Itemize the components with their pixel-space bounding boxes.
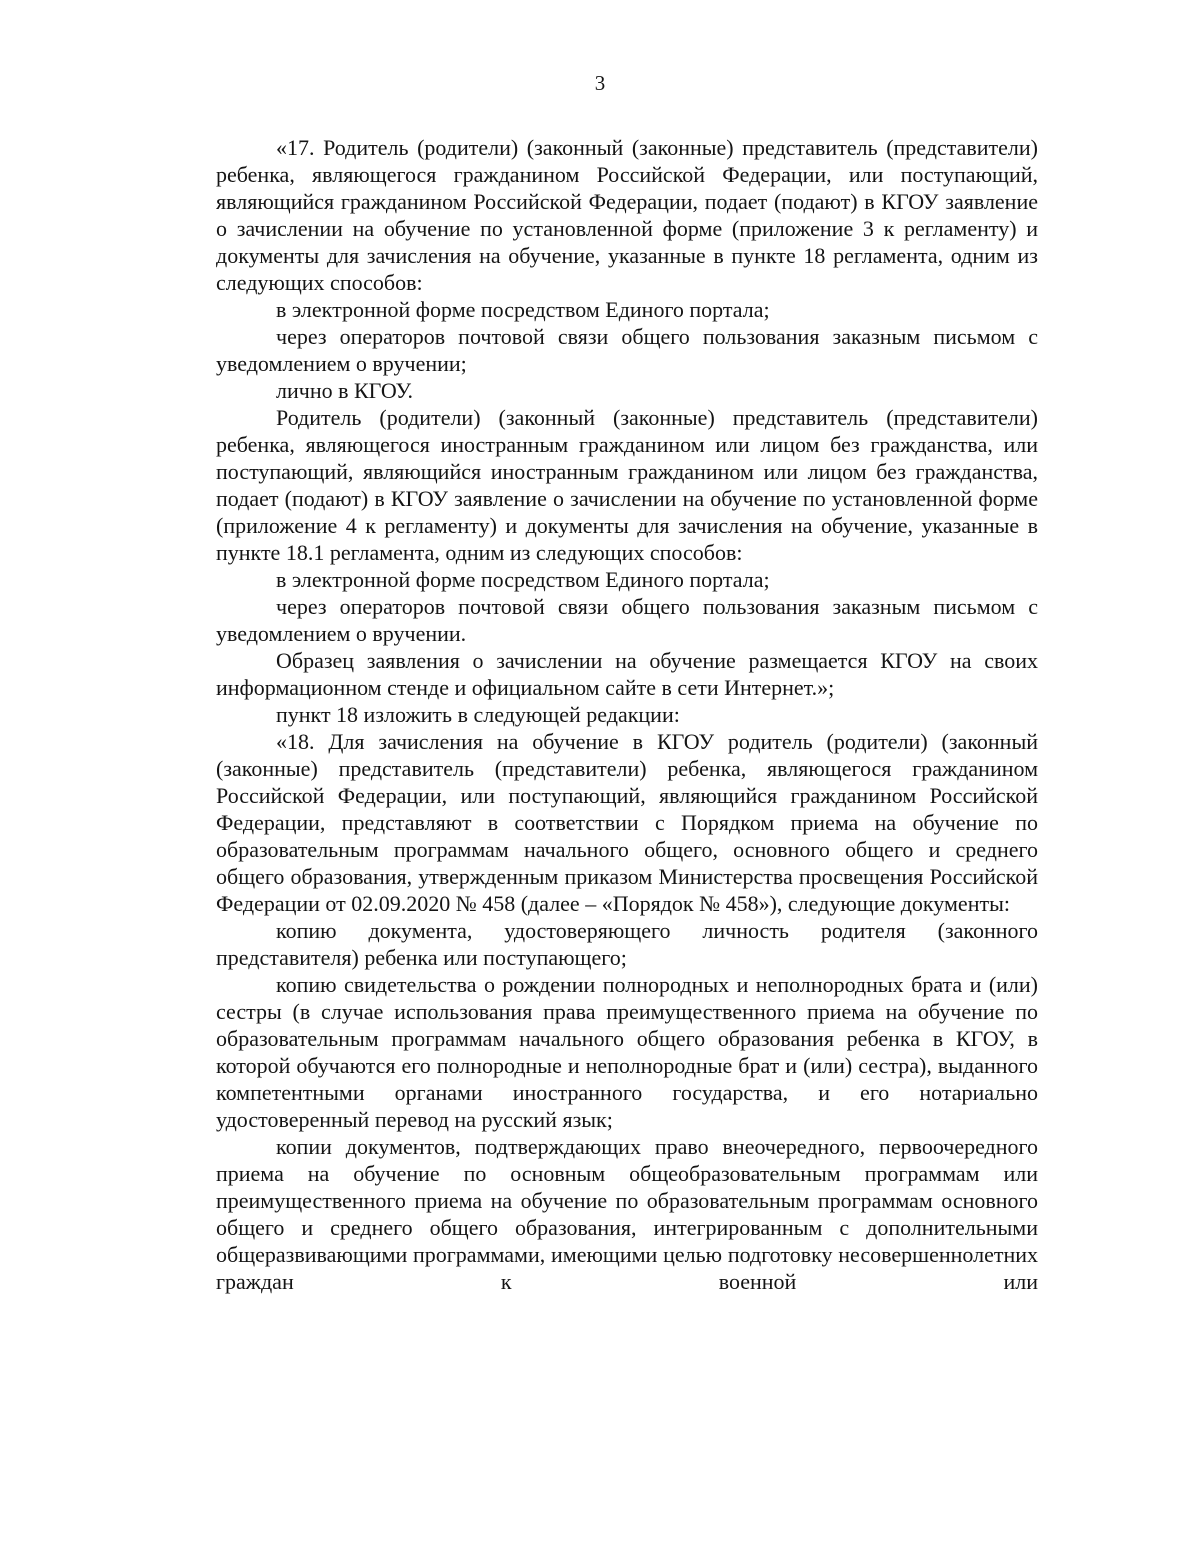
page-number: 3 xyxy=(594,71,606,95)
paragraph-17-intro: «17. Родитель (родители) (законный (законные) представитель (представители) ребенка, являющегося гражданином Российской Федерации, или поступающий, являющийся гражданином Российской Федерации, подает (подают) в КГОУ заявление о зачислении на обучение по установленной форме (приложение 3 к регламенту) и документы для зачисления на обучение, указанные в пункте 18 регламента, одним из следующих способов: xyxy=(216,135,1038,295)
document-body xyxy=(216,134,1038,1295)
paragraph-method-postal: через операторов почтовой связи общего пользования заказным письмом с уведомлением о вручении; xyxy=(216,324,1038,376)
paragraph-foreign-citizens: Родитель (родители) (законный (законные) представитель (представители) ребенка, являющегося иностранным гражданином или лицом без гражданства, или поступающий, являющийся иностранным гражданином или лицом без гражданства, подает (подают) в КГОУ заявление о зачислении на обучение по установленной форме (приложение 4 к регламенту) и документы для зачисления на обучение, указанные в пункте 18.1 регламента, одним из следующих способов: xyxy=(216,405,1038,565)
paragraph-sample-application: Образец заявления о зачислении на обучение размещается КГОУ на своих информационном стенде и официальном сайте в сети Интернет.»; xyxy=(216,648,1038,700)
paragraph-method-electronic-2: в электронной форме посредством Единого портала; xyxy=(276,567,770,592)
paragraph-item-18-edit: пункт 18 изложить в следующей редакции: xyxy=(276,702,680,727)
paragraph-method-electronic: в электронной форме посредством Единого портала; xyxy=(276,297,770,322)
paragraph-doc-priority-rights: копии документов, подтверждающих право внеочередного, первоочередного приема на обучение по основным общеобразовательным программам или преимущественного приема на обучение по образовательным программам основного общего и среднего общего образования, интегрированным с дополнительными общеразвивающими программами, имеющими целью подготовку несовершеннолетних граждан к военной или xyxy=(216,1134,1038,1294)
paragraph-doc-identity: копию документа, удостоверяющего личность родителя (законного представителя) ребенка или поступающего; xyxy=(216,918,1038,970)
paragraph-method-in-person: лично в КГОУ. xyxy=(276,378,413,403)
paragraph-18-intro: «18. Для зачисления на обучение в КГОУ родитель (родители) (законный (законные) представитель (представители) ребенка, являющегося гражданином Российской Федерации, или поступающий, являющийся гражданином Российской Федерации, представляют в соответствии с Порядком приема на обучение по образовательным программам начального общего, основного общего и среднего общего образования, утвержденным приказом Министерства просвещения Российской Федерации от 02.09.2020 № 458 (далее – «Порядок № 458»), следующие документы: xyxy=(216,729,1038,916)
paragraph-method-postal-2: через операторов почтовой связи общего пользования заказным письмом с уведомлением о вручении. xyxy=(216,594,1038,646)
paragraph-doc-birth-certificate: копию свидетельства о рождении полнородных и неполнородных брата и (или) сестры (в случае использования права преимущественного приема на обучение по образовательным программам начального общего образования ребенка в КГОУ, в которой обучаются его полнородные и неполнородные брат и (или) сестра), выданного компетентными органами иностранного государства, и его нотариально удостоверенный перевод на русский язык; xyxy=(216,972,1038,1132)
